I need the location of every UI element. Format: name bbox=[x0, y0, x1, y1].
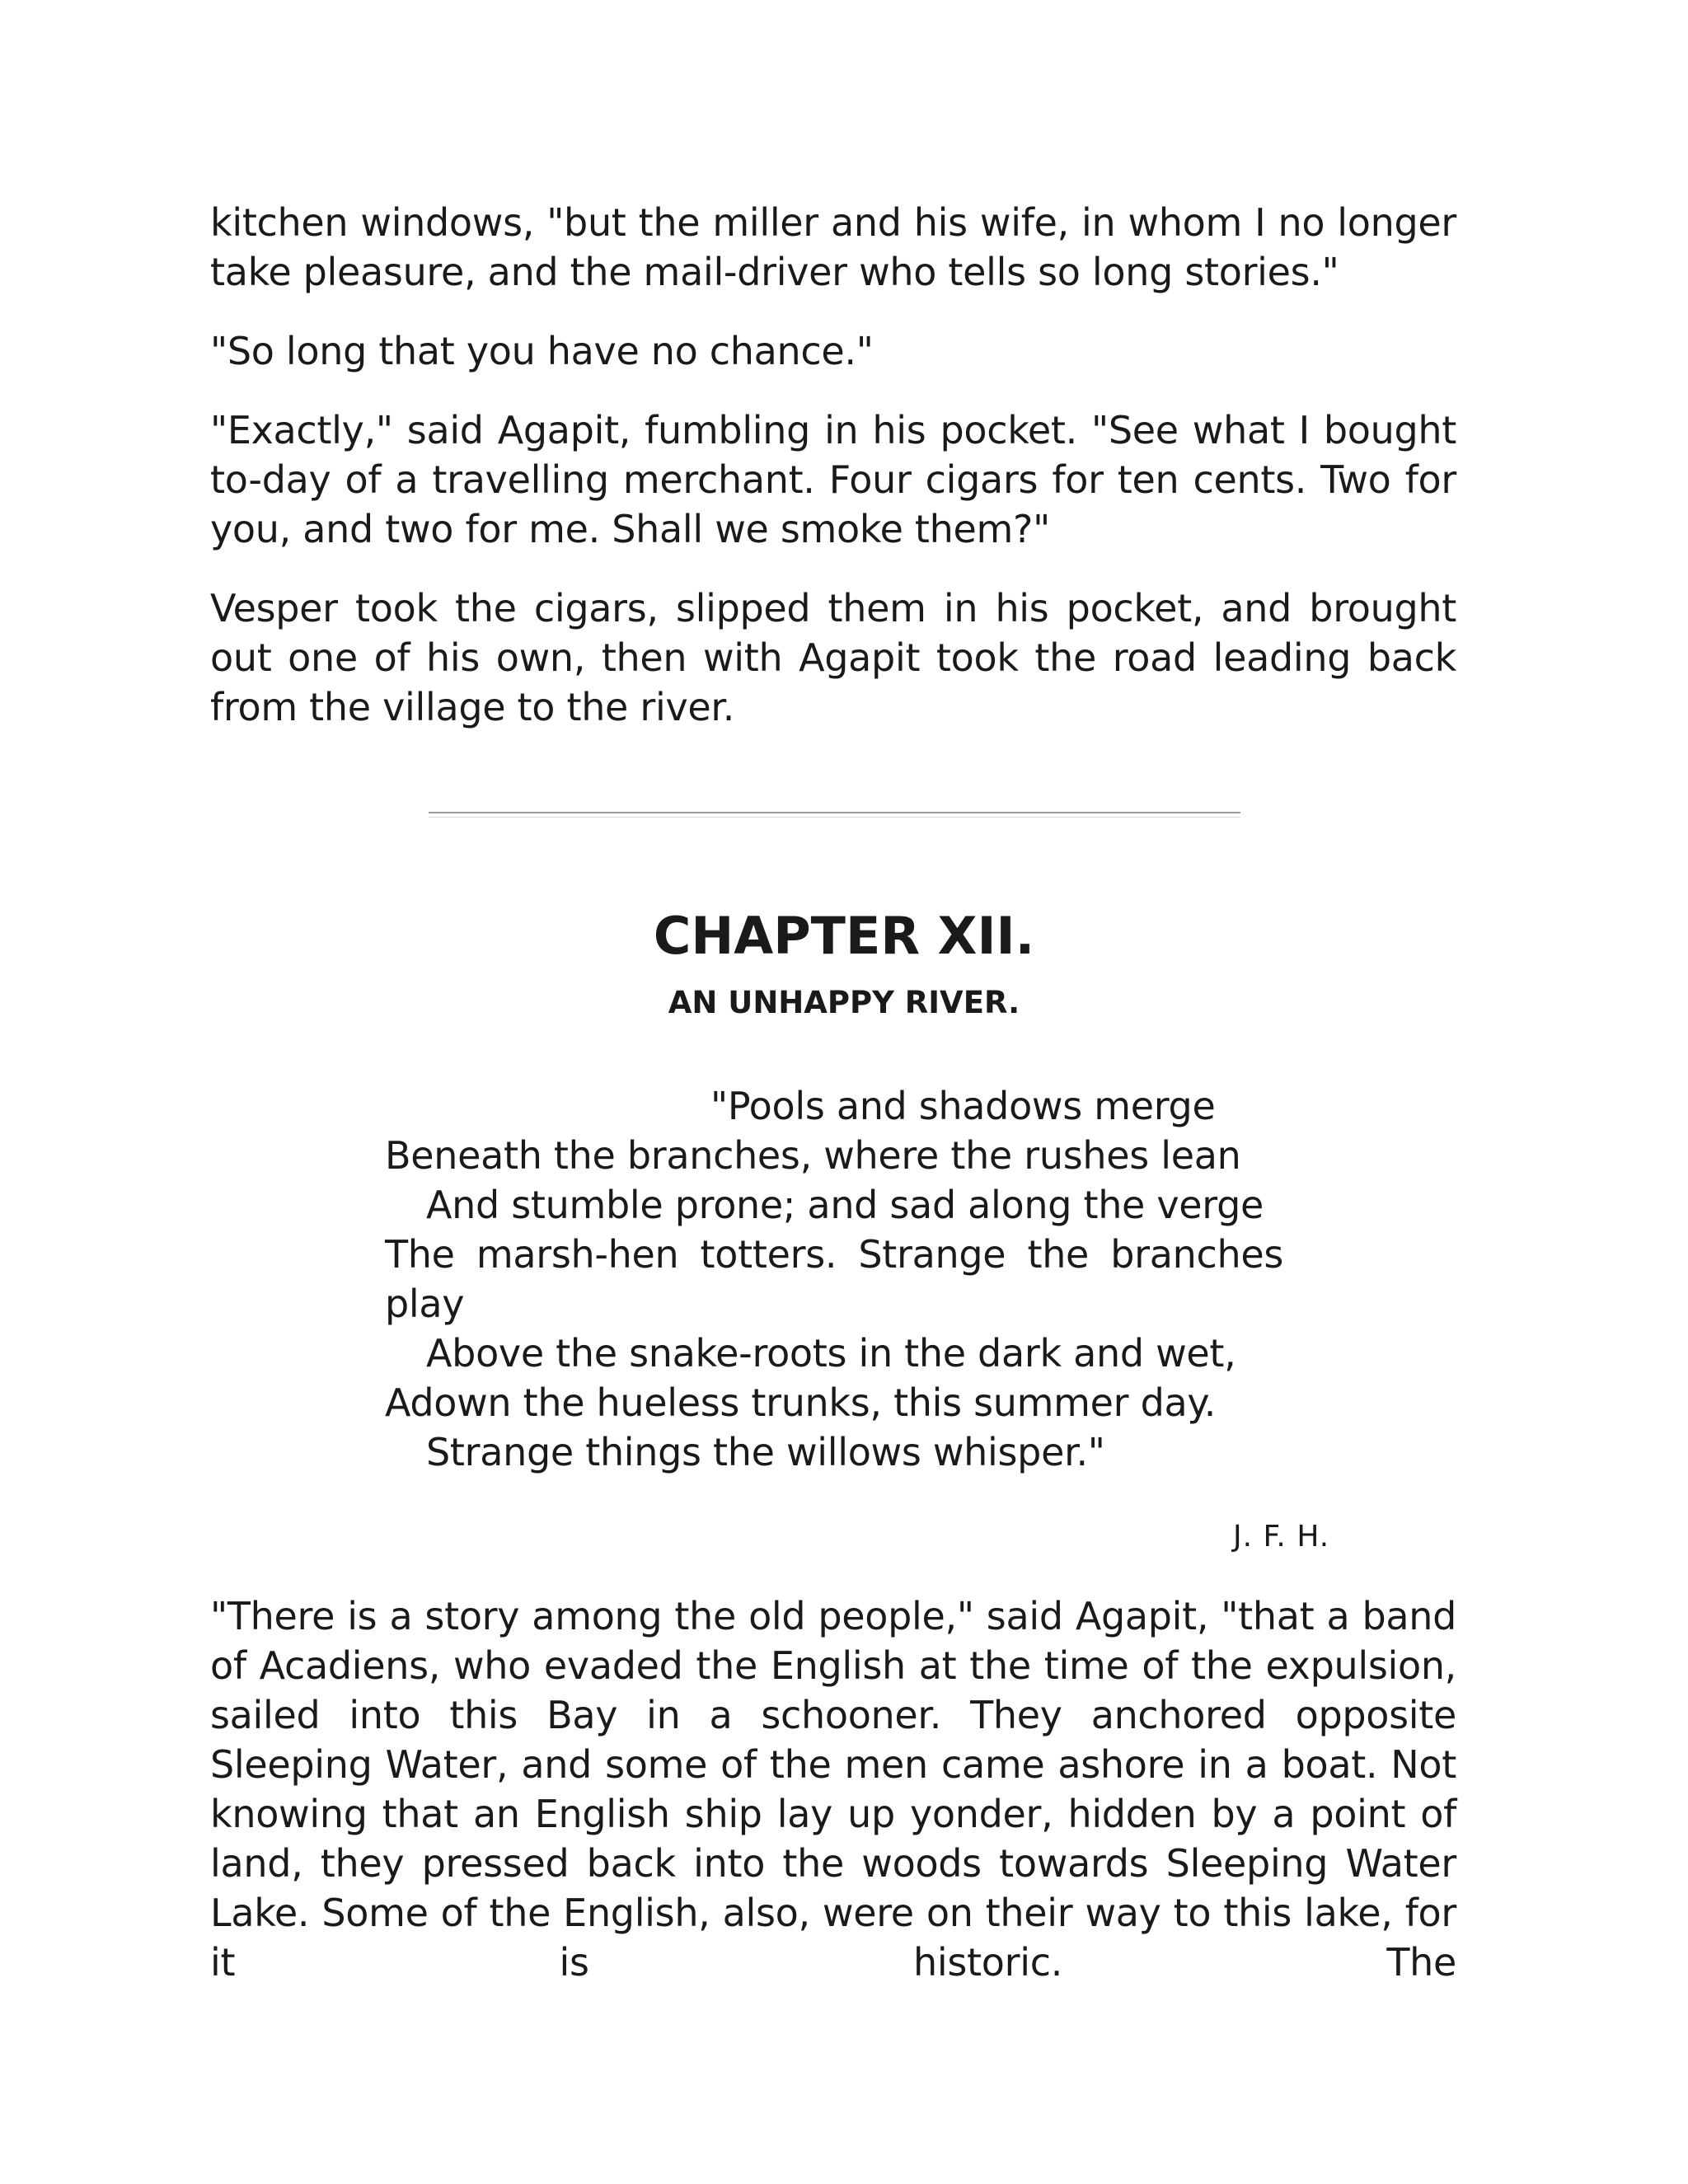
poem-line: Strange things the willows whisper." bbox=[426, 1430, 1105, 1474]
poem-line: Above the snake-roots in the dark and wet, bbox=[426, 1331, 1236, 1376]
poem-attribution: J. F. H. bbox=[1233, 1520, 1330, 1554]
paragraph: "Exactly," said Agapit, fumbling in his pocket. "See what I bought to-day of a travelling merchant. Four cigars for ten cents. Two for you, and two for me. Shall we smoke them?" bbox=[210, 408, 1456, 551]
paragraph: "There is a story among the old people," said Agapit, "that a band of Acadiens, who evaded the English at the time of the expulsion, sailed into this Bay in a schooner. They anchored opposite Sleeping Water, and some of the men came ashore in a boat. Not knowing that an English ship lay up yonder, hidden by a point of land, they pressed back into the woods towards Sleeping Water Lake. Some of the English, also, were on their way to this lake, for it is historic. The bbox=[210, 1594, 1456, 1985]
chapter-subtitle: AN UNHAPPY RIVER. bbox=[668, 985, 1020, 1020]
paragraph: "So long that you have no chance." bbox=[210, 329, 874, 373]
top-text-block bbox=[210, 198, 1456, 762]
poem-line: And stumble prone; and sad along the verge bbox=[426, 1183, 1264, 1227]
paragraph: kitchen windows, "but the miller and his wife, in whom I no longer take pleasure, and the mail-driver who tells so long stories." bbox=[210, 200, 1456, 294]
epigraph-poem bbox=[385, 1081, 1283, 1477]
poem-line: Beneath the branches, where the rushes lean bbox=[385, 1133, 1241, 1178]
chapter-divider bbox=[429, 812, 1240, 818]
paragraph: Vesper took the cigars, slipped them in his pocket, and brought out one of his own, then with Agapit took the road leading back from the village to the river. bbox=[210, 586, 1456, 729]
poem-line: The marsh-hen totters. Strange the branches play bbox=[385, 1232, 1283, 1326]
body-text-block bbox=[210, 1591, 1456, 2017]
poem-line: Adown the hueless trunks, this summer day. bbox=[385, 1380, 1217, 1425]
chapter-title: CHAPTER XII. bbox=[653, 906, 1035, 966]
poem-line: "Pools and shadows merge bbox=[710, 1084, 1216, 1128]
